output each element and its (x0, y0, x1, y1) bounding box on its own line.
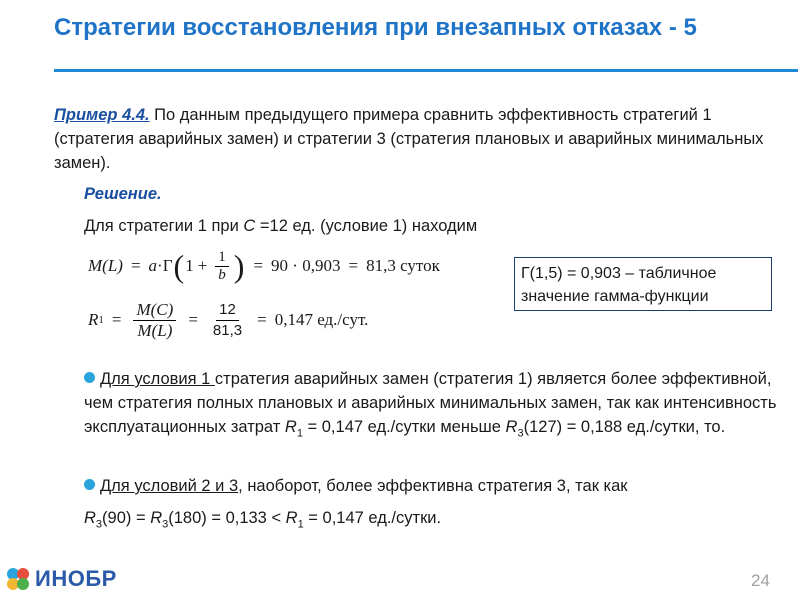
condition1-r3-sub: 3 (517, 427, 524, 440)
f1-lhs: M(L) (88, 256, 123, 275)
f1-eq3: = (348, 256, 359, 275)
example-paragraph (54, 103, 784, 175)
condition1-text2: = 0,147 ед./сутки меньше (302, 418, 506, 436)
formula-cost-intensity (88, 292, 368, 348)
inobr-logo-icon (4, 565, 32, 593)
f2-frac2-den: 81,3 (212, 321, 243, 339)
solution-label: Решение. (84, 185, 162, 203)
f1-result: 81,3 суток (366, 256, 440, 275)
condition1-r1-sub: 1 (296, 427, 303, 440)
condition23-rb-sub: 3 (162, 518, 169, 531)
f1-a: a (148, 256, 158, 275)
condition23-line1 (84, 474, 784, 498)
gamma-note-box: Г(1,5) = 0,903 – табличное значение гамма-функции (514, 257, 772, 311)
f2-lhs: R (88, 310, 99, 329)
example-text: По данным предыдущего примера сравнить эффективность стратегий 1 (стратегия аварийных замен) и стратегии 3 (стратегия плановых и аварийных минимальных замен). (54, 106, 764, 172)
formula-mean-life (88, 244, 440, 288)
condition1-r3: R (505, 418, 518, 436)
strategy1-suffix: =12 ед. (условие 1) находим (255, 217, 478, 235)
condition23-ra-sub: 3 (95, 518, 103, 531)
example-label: Пример 4.4. (54, 106, 150, 124)
strategy1-var: C (243, 217, 256, 235)
f1-dot: · (157, 256, 163, 275)
inobr-logo (4, 563, 117, 595)
f1-fraction (215, 249, 229, 284)
f2-result: 0,147 ед./сут. (274, 310, 369, 329)
condition23-text3: (180) = 0,133 < (168, 509, 286, 527)
f2-fraction2 (210, 300, 245, 341)
f2-eq1: = (111, 310, 122, 329)
condition23-line2 (84, 506, 784, 536)
strategy1-line (84, 214, 477, 238)
condition1-text1: стратегия аварийных замен (стратегия 1) является более эффективной, чем стратегия полных плановых и аварийных минимальных замен, так как интенсивность эксплуатационных затрат (84, 370, 777, 436)
condition23-conclusion (84, 474, 784, 536)
f1-eq1: = (130, 256, 141, 275)
f1-one: 1 (185, 256, 194, 275)
condition1-link: Для условия 1 (100, 370, 215, 388)
f1-rparen: ) (233, 248, 245, 284)
f1-plus: + (197, 256, 208, 275)
f2-fraction1 (133, 300, 176, 341)
condition1-conclusion (84, 367, 784, 445)
f2-eq3: = (257, 310, 267, 329)
f2-lhs-sub: 1 (98, 314, 104, 326)
condition23-text4: = 0,147 ед./сутки. (303, 509, 442, 527)
condition23-link: Для условий 2 и 3 (100, 477, 239, 495)
f2-frac2-num: 12 (216, 300, 239, 321)
f2-eq2: = (188, 310, 198, 329)
page-number: 24 (751, 571, 770, 590)
f1-frac-den: b (218, 266, 226, 283)
logo-text: ИНОБР (35, 566, 117, 591)
f1-calc: 90 · 0,903 (271, 256, 341, 275)
slide-title: Стратегии восстановления при внезапных отказах - 5 (54, 14, 697, 41)
condition23-text1: , наоборот, более эффективна стратегия 3, так как (238, 477, 628, 495)
strategy1-prefix: Для стратегии 1 при (84, 217, 244, 235)
f2-frac1-den: M(L) (137, 320, 173, 340)
f1-eq2: = (253, 256, 264, 275)
f1-frac-num: 1 (215, 249, 229, 267)
condition23-rc: R (285, 509, 298, 527)
f2-frac1-num: M(C) (133, 300, 176, 321)
condition1-text3: (127) = 0,188 ед./сутки, то. (523, 418, 726, 436)
f1-lparen: ( (173, 248, 185, 284)
condition23-rb: R (150, 509, 163, 527)
f1-gamma: Γ (162, 256, 173, 275)
bullet-icon (84, 479, 95, 490)
condition23-ra: R (84, 509, 96, 527)
title-divider (54, 69, 798, 72)
bullet-icon (84, 372, 95, 383)
condition23-rc-sub: 1 (297, 518, 304, 531)
condition23-text2: (90) = (102, 509, 151, 527)
condition1-r1: R (284, 418, 297, 436)
